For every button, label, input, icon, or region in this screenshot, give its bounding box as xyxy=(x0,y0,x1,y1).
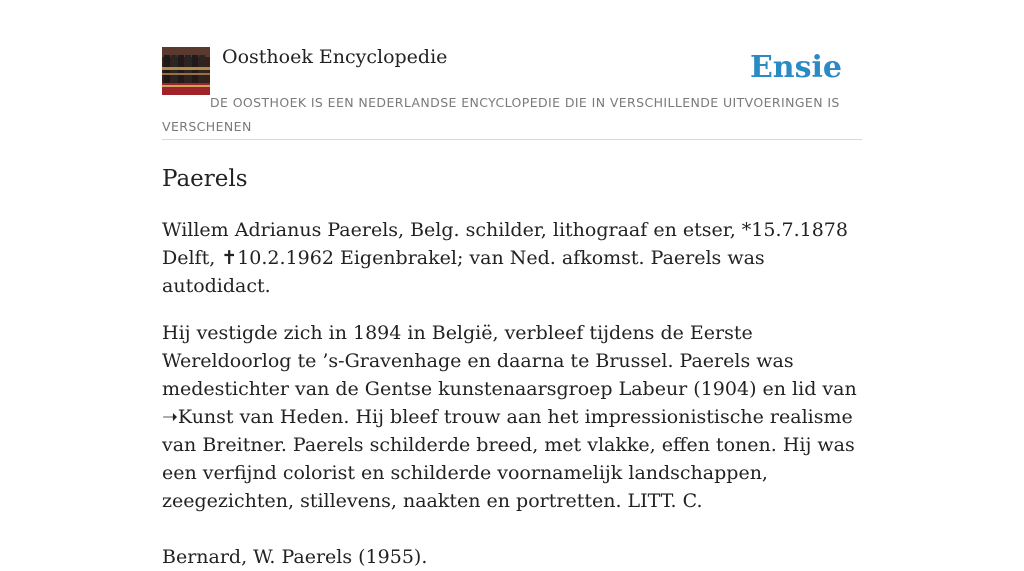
source-tagline: DE OOSTHOEK IS EEN NEDERLANDSE ENCYCLOPEDIE DIE IN VERSCHILLENDE UITVOERINGEN IS VERSCHENEN xyxy=(162,95,840,134)
header xyxy=(162,46,862,140)
article-paragraph: Hij vestigde zich in 1894 in België, verbleef tijdens de Eerste Wereldoorlog te ’s-Gravenhage en daarna te Brussel. Paerels was medestichter van de Gentse kunstenaarsgroep Labeur (1904) en lid van ➝Kunst van Heden. Hij bleef trouw aan het impressionistische realisme van Breitner. Paerels schilderde breed, met vlakke, effen tonen. Hij was een verfijnd colorist en schilderde voornamelijk landschappen, zeegezichten, stillevens, naakten en portretten. LITT. C. xyxy=(162,322,857,512)
article-title: Paerels xyxy=(162,166,248,192)
article-reference: Bernard, W. Paerels (1955). xyxy=(162,546,428,568)
article xyxy=(162,162,862,571)
article-paragraph: Willem Adrianus Paerels, Belg. schilder, lithograaf en etser, *15.7.1878 Delft, ✝10.2.1962 Eigenbrakel; van Ned. afkomst. Paerels was autodidact. xyxy=(162,219,848,297)
source-avatar[interactable] xyxy=(162,47,210,95)
brand-logo[interactable]: Ensie xyxy=(749,50,842,85)
source-title[interactable]: Oosthoek Encyclopedie xyxy=(222,46,448,68)
encyclopedia-books-icon xyxy=(162,47,210,95)
